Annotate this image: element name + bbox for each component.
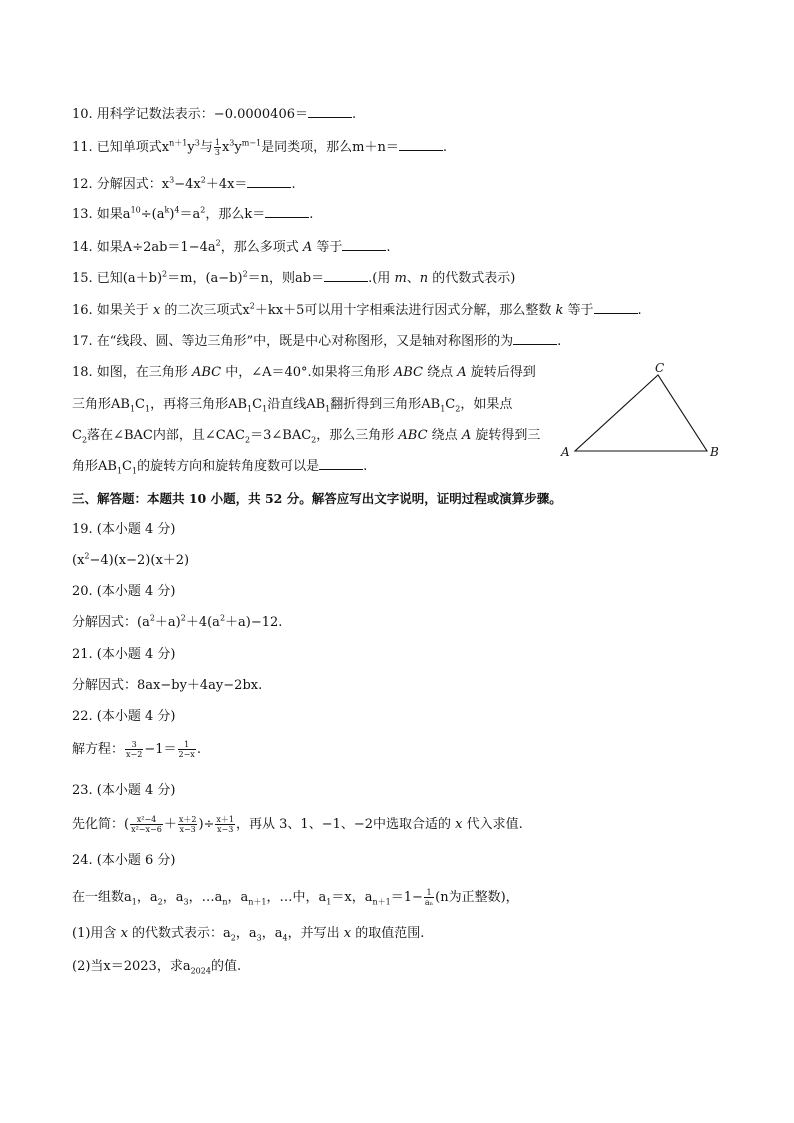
fraction: $\frac{1}{\text{aₙ}}$ (424, 888, 434, 907)
question-14: 14. 如果$A\div 2ab=1-4a^2$，那么多项式 A 等于 . (72, 238, 391, 255)
triangle-figure (555, 355, 730, 465)
triangle-abc (575, 375, 707, 451)
question-24-head: 24. (本小题 6 分) (72, 853, 176, 868)
section-3-heading: 三、解答题：本题共 10 小题，共 52 分。解答应写出文字说明，证明过程或演算步骤。 (72, 491, 562, 506)
vertex-label-a: A (561, 445, 570, 459)
question-19-body: $(x^2-4)(x-2)(x+2)$ (72, 551, 190, 568)
fraction: $\frac{\text{x²−4}}{\text{x²−x−6}}$ (131, 815, 162, 834)
vertex-label-c: C (655, 361, 665, 375)
question-13: 13. 如果$a^{10}\div(a^k)^4=a^2$，那么k＝ . (72, 205, 314, 222)
fraction: $\frac{1}{2-x}$ (178, 740, 195, 759)
question-12: 12. 分解因式：$x^3-4x^2+4x=$ . (72, 175, 296, 192)
question-15: 15. 已知$(a+b)^2=m$，$(a-b)^2=n$，则ab＝ .(用 m、n 的代数式表示) (72, 269, 516, 286)
question-24-line-1: 在一组数$a_1$，$a_2$，$a_3$，$\dots a_n$，$a_{n+1}$，…中，$a_1=x$，$a_{n+1}=1-$ $\frac{1}{\text{aₙ}}$ (n为正整数)， (72, 888, 519, 907)
question-11: 11. 已知单项式$x^{n+1}y^3$与 $\frac{1}{3}$ $x^3y^{m-1}$是同类项，那么m＋n＝ . (72, 138, 447, 157)
answer-blank (342, 238, 386, 251)
answer-blank (319, 457, 363, 470)
question-18-line-4: 角形$AB_1C_1$的旋转方向和旋转角度数可以是 . (72, 459, 368, 476)
answer-blank (247, 175, 291, 188)
answer-blank (513, 332, 557, 345)
question-18-line-2: 三角形$AB_1C_1$，再将三角形$AB_1C_1$沿直线$AB_1$翻折得到三角形$AB_1C_2$，如果点 (72, 397, 513, 414)
question-22-head: 22. (本小题 4 分) (72, 709, 176, 724)
fraction: $\frac{1}{3}$ (214, 138, 220, 157)
question-18-line-3: $C_2$落在∠BAC内部，且$\angle CAC_2=3\angle BAC_2$，那么三角形 ABC 绕点 A 旋转得到三 (72, 428, 541, 445)
question-24-part-2: (2)当x＝2023，求$a_{2024}$的值. (72, 959, 242, 976)
question-22-body: 解方程： $\frac{3}{x-2}$ −1＝ $\frac{1}{2-x}$ . (72, 740, 201, 759)
answer-blank (265, 205, 309, 218)
question-21-head: 21. (本小题 4 分) (72, 647, 176, 662)
question-16: 16. 如果关于 x 的二次三项式$x^2+kx+5$可以用十字相乘法进行因式分解，那么整数 k 等于 . (72, 301, 642, 318)
question-24-part-1: (1)用含 x 的代数式表示：$a_2$，$a_3$，$a_4$，并写出 x 的取值范围. (72, 926, 425, 943)
question-20-body: 分解因式：$(a^2+a)^2+4(a^2+a)-12$. (72, 613, 283, 630)
fraction: $\frac{x+1}{x-3}$ (216, 815, 235, 834)
answer-blank (308, 105, 352, 118)
answer-blank (594, 301, 638, 314)
question-23-head: 23. (本小题 4 分) (72, 783, 176, 798)
question-23-body: 先化简：( $\frac{\text{x²−4}}{\text{x²−x−6}}$ ＋ $\frac{x+2}{x-3}$ )÷ $\frac{x+1}{x-3}$ ，再从 3、1、−1、−2中选取合适的 x 代入求值. (72, 815, 523, 834)
question-19-head: 19. (本小题 4 分) (72, 522, 176, 537)
question-10: 10. 用科学记数法表示：−0.0000406＝ . (72, 107, 357, 122)
question-21-body: 分解因式：8ax−by＋4ay−2bx. (72, 678, 263, 693)
vertex-label-b: B (710, 445, 719, 459)
question-17: 17. 在“线段、圆、等边三角形”中，既是中心对称图形，又是轴对称图形的为 . (72, 334, 562, 349)
fraction: $\frac{3}{x-2}$ (126, 740, 143, 759)
fraction: $\frac{x+2}{x-3}$ (178, 815, 197, 834)
answer-blank (324, 269, 368, 282)
question-20-head: 20. (本小题 4 分) (72, 584, 176, 599)
question-18-line-1: 18. 如图，在三角形 ABC 中，∠A＝40°.如果将三角形 ABC 绕点 A 旋转后得到 (72, 365, 536, 380)
answer-blank (399, 138, 443, 151)
